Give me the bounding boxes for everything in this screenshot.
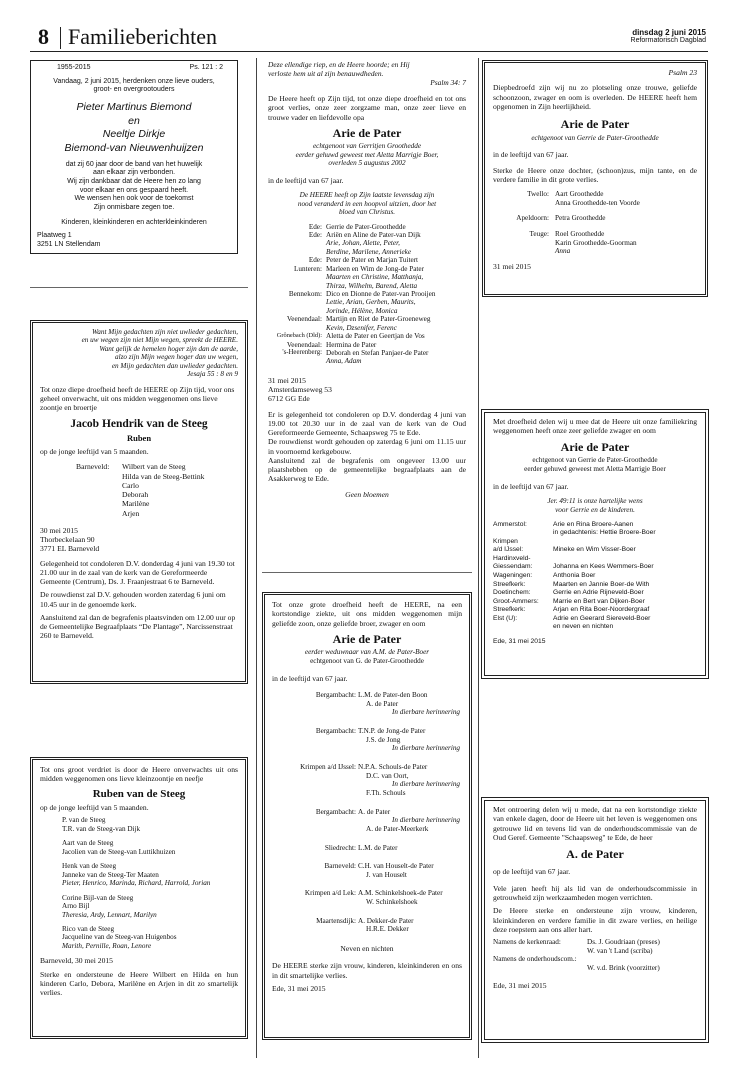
address-line: Amsterdamseweg 53 xyxy=(268,385,332,395)
marital-info xyxy=(493,456,697,474)
date-line: 31 mei 2015 xyxy=(268,375,306,385)
marital-info xyxy=(272,648,462,666)
family-entry xyxy=(493,555,697,564)
anniversary-family: Kinderen, kleinkinderen en achterkleinkinderen xyxy=(61,218,207,226)
place-date: Ede, 31 mei 2015 xyxy=(493,980,547,990)
family-member: D.C. van Oort, xyxy=(366,771,409,780)
grandchildren: Maarten en Christine, Matthanja, xyxy=(326,273,424,282)
grandchildren: Thirza, Wilhelm, Barend, Aletta xyxy=(326,281,418,290)
council-signature xyxy=(493,938,697,955)
deceased-name: Jacob Hendrik van de Steeg xyxy=(70,417,208,430)
family-place: Bergambacht: xyxy=(315,807,356,816)
place-date: 31 mei 2015 xyxy=(493,262,531,271)
family-member: Henk van de Steeg xyxy=(62,862,117,871)
family-entry xyxy=(268,290,466,315)
family-entry xyxy=(493,538,697,547)
family-list xyxy=(493,190,697,256)
family-member: P. van de Steeg xyxy=(62,816,106,825)
announcement-intro: Met droefheid delen wij u mee dat de Heere uit onze familiekring weggenomen heeft onze zeer geliefde zwager en oom xyxy=(493,417,697,436)
couple-names xyxy=(37,101,231,156)
address-line: 6712 GG Ede xyxy=(268,394,310,404)
family-place: Bergambacht: xyxy=(315,691,356,700)
newspaper-name: Reformatorisch Dagblad xyxy=(630,37,706,44)
family-entry xyxy=(493,615,697,624)
family-member: H.R.E. Dekker xyxy=(366,925,409,934)
column-divider xyxy=(262,572,472,573)
deceased-name: Arie de Pater xyxy=(332,125,402,140)
age-line: in de leeftijd van 67 jaar. xyxy=(493,150,569,160)
header-divider xyxy=(60,27,61,49)
quote-line: Want gelijk de hemelen hoger zijn dan de aarde, xyxy=(99,344,238,353)
spouse-line: overleden 5 augustus 2002 xyxy=(328,159,406,168)
age-line: in de leeftijd van 67 jaar. xyxy=(493,481,569,491)
column-rule-left xyxy=(256,58,257,1058)
family-member: Rico van de Steeg xyxy=(62,925,115,933)
announcement-intro: Tot onze diepe droefheid heeft de HEERE op Zijn tijd, voor ons geheel onverwacht, uit ons midden weggenomen ons lieve zoontje en broertje xyxy=(40,384,235,413)
family-place: Veenendaal: xyxy=(286,340,322,349)
family-entry xyxy=(493,546,697,555)
quote-line: verloste hem uit al zijn benauwdheden. xyxy=(268,69,384,79)
family-list xyxy=(268,223,466,366)
family-place: Bergambacht: xyxy=(315,727,356,736)
family-place: Grônebach (Dld): xyxy=(276,332,322,340)
family-member: Petra Groothedde xyxy=(555,214,606,223)
family-member: Aletta de Pater en Geertjan de Vos xyxy=(326,332,425,341)
family-entry xyxy=(268,223,466,231)
obituary-jacob-hendrik-van-de-steeg xyxy=(30,320,248,684)
closing-wish: Sterke en ondersteune de Heere Wilbert en Hilda en hun kinderen Carlo, Debora, Marilène en Arjen in dit zo smartelijk verlies. xyxy=(40,969,238,998)
family-member: Marleen en Wim de Jong-de Pater xyxy=(326,264,424,273)
grandchildren: Pieter, Henrico, Marinda, Richard, Harrold, Jorian xyxy=(62,879,211,888)
statement-line: De HEERE heeft op Zijn laatste levensdag zijn xyxy=(299,191,435,200)
family-list xyxy=(272,691,462,934)
closing-wish: Sterke de Heere onze dochter, (schoon)zus, mijn tante, en de verdere familie in dit grote verlies. xyxy=(493,165,697,184)
family-entry xyxy=(272,844,462,853)
family-member: Carlo xyxy=(122,480,139,490)
family-member: T.R. van de Steeg-van Dijk xyxy=(62,824,141,833)
family-member: J. van Houselt xyxy=(366,870,407,879)
family-place: Ede: xyxy=(308,231,322,240)
anniversary-years: 1955-2015 xyxy=(57,64,91,71)
age-line: in de leeftijd van 67 jaar. xyxy=(272,673,348,683)
anniversary-announcement xyxy=(30,60,238,254)
family-member: Peter de Pater en Marjan Tuitert xyxy=(326,256,419,265)
nephews-nieces: Neven en nichten xyxy=(340,944,394,953)
family-member: A. de Pater xyxy=(358,807,391,816)
family-names xyxy=(122,462,204,518)
family-entry xyxy=(493,230,697,256)
bible-quote xyxy=(40,328,238,379)
address-line: 3771 EL Barneveld xyxy=(40,544,100,554)
signatories xyxy=(493,938,697,973)
family-place: Giessendam: xyxy=(493,563,533,571)
family-entry xyxy=(268,349,466,366)
intro-line: groot- en overgrootouders xyxy=(93,86,175,94)
family-entry xyxy=(493,606,697,615)
place-date: Ede, 31 mei 2015 xyxy=(272,983,326,993)
statement-line: bloed van Christus. xyxy=(338,208,396,217)
family-place: Elst (U): xyxy=(493,614,518,622)
bible-quote xyxy=(268,60,466,87)
family-member: Martijn en Riet de Pater-Groeneweg xyxy=(326,315,431,324)
council-label: Namens de kerkenraad: xyxy=(493,938,561,947)
text-line: voor elkaar en ons gespaard heeft. xyxy=(79,186,189,194)
obituary-a-de-pater-church xyxy=(484,800,706,1040)
committee-label: Namens de onderhoudscom.: xyxy=(493,955,577,964)
issue-date: dinsdag 2 juni 2015 xyxy=(632,28,706,37)
family-place: Sliedrecht: xyxy=(324,843,356,852)
family-entry xyxy=(493,581,697,590)
text-line: Zijn onmisbare zegen toe. xyxy=(93,203,175,211)
text-line: We wensen hen ook voor de toekomst xyxy=(74,195,194,203)
family-member: Johanna en Kees Wemmers-Boer xyxy=(553,563,654,571)
family-entry xyxy=(272,691,462,717)
family-group xyxy=(62,816,238,833)
family-member: Corine Bijl-van de Steeg xyxy=(62,893,134,902)
wish-line: voor Gerrie en de kinderen. xyxy=(555,505,635,514)
spouse-line: echtgenoot van G. de Pater-Groothedde xyxy=(310,657,424,666)
announcement-intro: Diepbedroefd zijn wij nu zo plotseling onze trouwe, geliefde schoonzoon, zwager en oom is overleden. De HEERE heeft hem opgenomen in Zijn heerlijkheid. xyxy=(493,83,697,111)
condolence-info: Gelegenheid tot condoleren D.V. donderdag 4 juni van 19.30 tot 21.00 uur in de zaal van de kerk van de Gereformeerde Gemeente (Centrum), Ds. J. Fraanjestraat 6 te Barneveld. xyxy=(40,558,235,587)
address-line: 3251 LN Stellendam xyxy=(37,240,101,248)
marital-info xyxy=(268,142,466,167)
deceased-name: Arie de Pater xyxy=(332,631,402,646)
psalm-reference: Psalm 23 xyxy=(668,68,697,77)
call-name: Ruben xyxy=(126,432,152,443)
family-place: Maartensdijk: xyxy=(316,916,356,925)
announcement-intro: De Heere heeft op Zijn tijd, tot onze diepe droefheid en tot ons groot verlies, onze zeer zorgzame man, onze zeer lieve en trouwe vader en liefdevolle opa xyxy=(268,94,466,122)
service-info: De rouwdienst zal D.V. gehouden worden zaterdag 6 juni om 10.45 uur in de genoemde kerk. xyxy=(40,590,226,609)
husband-name: Pieter Martinus Biemond xyxy=(76,101,192,114)
family-member: Arie en Rina Broere-Aanen xyxy=(553,520,634,528)
family-place: Barneveld: xyxy=(76,462,110,472)
family-place: Barneveld: xyxy=(324,862,356,871)
family-place: Apeldoorn: xyxy=(516,214,549,223)
family-place: Krimpen xyxy=(493,537,518,545)
announcement-intro: Tot ons groot verdriet is door de Heere onverwachts uit ons midden weggenomen ons lieve kleinzoontje en neefje xyxy=(40,765,238,784)
family-member: Wilbert van de Steeg xyxy=(122,462,186,472)
family-member: W. Schinkelshoek xyxy=(366,898,418,907)
family-entry xyxy=(272,727,462,753)
quote-line: en uw wegen zijn niet Mijn wegen, spreekt de HEERE. xyxy=(81,336,238,345)
family-member: Marilène xyxy=(122,499,150,509)
family-entry xyxy=(268,315,466,332)
family-member: Dico en Dionne de Pater-van Prooijen xyxy=(326,290,436,298)
family-member: T.N.P. de Jong-de Pater xyxy=(358,727,426,736)
family-place: Krimpen a/d Lek: xyxy=(304,889,356,898)
family-member: Arno Bijl xyxy=(62,902,90,911)
date-address xyxy=(268,376,466,404)
place-date: Barneveld, 30 mei 2015 xyxy=(40,956,113,966)
obituary-arie-de-pater-boer-family xyxy=(484,412,706,676)
condolence-info: Er is gelegenheid tot condoleren op D.V. donderdag 4 juni van 19.00 tot 20.30 uur in de zaal van de kerk van de Oud Gereformeerde Gemeente, Schaapsweg 75 te Ede. xyxy=(268,409,466,438)
grandchildren: Jorinde, Hélène, Monica xyxy=(326,306,398,315)
grandchild: Anna xyxy=(555,247,571,256)
family-member: Ariën en Aline de Pater-van Dijk xyxy=(326,231,421,240)
family-member: Roel Groothedde xyxy=(555,230,605,239)
quote-line: Deze ellendige riep, en de Heere hoorde; en Hij xyxy=(268,60,410,69)
family-entry xyxy=(268,265,466,290)
deceased-name: A. de Pater xyxy=(566,847,624,861)
deceased-name: Arie de Pater xyxy=(560,117,630,131)
family-member: Aart van de Steeg xyxy=(62,839,114,848)
family-place: 's-Heerenberg: xyxy=(282,348,322,356)
date-line: 30 mei 2015 xyxy=(40,525,78,535)
spouse-line: echtgenoot van Gerritjen Groothedde xyxy=(312,142,422,151)
family-member: Gerrie de Pater-Groothedde xyxy=(326,222,406,231)
family-entry xyxy=(268,256,466,264)
statement-line: nood veranderd in een hoopvol uitzien, door het xyxy=(297,199,437,208)
in-memoriam: In dierbare herinnering xyxy=(392,708,461,717)
family-place: Groot-Ammers: xyxy=(493,597,539,605)
family-entry xyxy=(493,190,697,207)
anniversary-psalm: Ps. 121 : 2 xyxy=(189,64,223,71)
family-entry xyxy=(493,623,697,632)
family-member: A. de Pater xyxy=(366,699,399,708)
family-entry xyxy=(493,598,697,607)
family-member: Maarten en Jannie Boer-de With xyxy=(553,580,650,588)
family-list xyxy=(62,816,238,950)
family-member: Hermina de Pater xyxy=(326,340,377,349)
family-member: Gerrie en Adrie Rijneveld-Boer xyxy=(553,589,644,597)
family-member: Anthonia Boer xyxy=(553,571,596,579)
in-memoriam: In dierbare herinnering xyxy=(392,816,461,825)
deceased-name: Arie de Pater xyxy=(560,439,630,454)
grandchildren: Theresia, Ardy, Lennart, Marilyn xyxy=(62,910,157,919)
anniversary-intro xyxy=(37,78,231,95)
obituary-arie-de-pater-in-laws xyxy=(482,60,708,297)
family-group xyxy=(62,862,238,887)
family-member: L.M. de Pater-den Boon xyxy=(358,691,428,700)
burial-info: Aansluitend zal dan de begrafenis plaatsvinden om 12.00 uur op de Gemeentelijke Begraafplaats “De Plantage”, Narcissenstraat 260 te Barneveld. xyxy=(40,612,236,641)
grandchildren: Lettie, Arian, Gerben, Maurits, xyxy=(326,298,416,307)
place-date: Ede, 31 mei 2015 xyxy=(493,638,546,646)
family-place: a/d IJssel: xyxy=(493,546,524,554)
service-tribute: Vele jaren heeft hij als lid van de onderhoudscommissie in getrouwheid zijn werkzaamheden mogen verrichten. xyxy=(493,883,697,903)
grandchildren: Arie, Johan, Alette, Peter, xyxy=(326,239,400,248)
grandchildren: Marith, Pernille, Roan, Lenore xyxy=(62,941,152,950)
grandchildren: Kevin, Dzsenifer, Ferenc xyxy=(326,323,397,332)
anniversary-text xyxy=(37,161,231,213)
quote-line: alzo zijn Mijn wegen hoger dan uw wegen, xyxy=(115,353,238,362)
family-place: Doetinchem: xyxy=(493,589,531,597)
family-entry xyxy=(272,763,462,798)
family-entry xyxy=(272,862,462,879)
family-member: A. de Pater-Meerkerk xyxy=(366,824,429,833)
family-member: L.M. de Pater xyxy=(358,843,398,852)
signatory: W. van 't Land (scriba) xyxy=(587,946,653,955)
grandchildren: Berdine, Marilene, Annerieke xyxy=(326,247,412,256)
quote-line: Want Mijn gedachten zijn niet uwlieder gedachten, xyxy=(91,328,238,336)
family-member: Janneke van de Steeg-Ter Maaten xyxy=(62,870,159,879)
family-entry xyxy=(493,521,697,538)
family-group xyxy=(62,925,238,950)
family-member: Deborah xyxy=(122,490,149,500)
family-place: Bennekom: xyxy=(288,290,322,298)
wish-quote xyxy=(493,497,697,515)
signatory: W. v.d. Brink (voorzitter) xyxy=(587,964,660,973)
family-place: Hardinxveld- xyxy=(493,554,531,562)
family-entry xyxy=(272,889,462,906)
family-group xyxy=(62,894,238,919)
in-memoriam: in gedachtenis: Hettie Broere-Boer xyxy=(553,529,656,537)
obituary-arie-de-pater-siblings xyxy=(262,592,472,1040)
in-memoriam: In dierbare herinnering xyxy=(392,744,461,753)
age-line: op de jonge leeftijd van 5 maanden. xyxy=(40,447,149,457)
text-line: dat zij 60 jaar door de band van het huwelijk xyxy=(65,160,203,168)
family-member: A.M. Schinkelshoek-de Pater xyxy=(358,889,443,898)
family-group xyxy=(62,839,238,856)
wish-line: Jer. 49:11 is onze hartelijke wens xyxy=(547,496,643,505)
family-member: Mineke en Wim Visser-Boer xyxy=(553,546,636,554)
family-member: A. Dekker-de Pater xyxy=(358,916,414,925)
anniversary-address xyxy=(37,232,231,249)
column-rule-right xyxy=(478,58,479,1058)
signatory: Ds. J. Goudriaan (preses) xyxy=(587,938,660,947)
wife-full-name: Biemond-van Nieuwenhuijzen xyxy=(64,141,204,154)
obituary-ruben-van-de-steeg xyxy=(30,757,248,1039)
text-line: aan elkaar zijn verbonden. xyxy=(92,169,176,177)
section-title: Familieberichten xyxy=(68,24,218,49)
date-address xyxy=(40,526,238,554)
family-place: Ede: xyxy=(308,256,322,265)
family-member: Karin Groothedde-Goorman xyxy=(555,238,637,247)
page-number: 8 xyxy=(38,24,49,49)
family-member: J.S. de Jong xyxy=(366,735,401,744)
quote-line: en Mijn gedachten dan uwlieder gedachten. xyxy=(111,361,238,370)
spouse-line: eerder gehuwd geweest met Aletta Marrigje Boer xyxy=(524,464,666,473)
spouse-line: eerder weduwnaar van A.M. de Pater-Boer xyxy=(304,648,430,657)
closing-wish: De Heere sterke en ondersteune zijn vrouw, kinderen, kleinkinderen en verdere familie in dit zware verlies, en heilige deze roepstem aan ons aller hart. xyxy=(493,906,697,934)
family-member: N.P.A. Schouls-de Pater xyxy=(358,763,428,772)
family-place: Teuge: xyxy=(529,230,549,239)
family-member: Deborah en Stefan Panjaer-de Pater xyxy=(326,348,429,357)
family-member: F.Th. Schouls xyxy=(366,788,406,797)
column-divider xyxy=(30,287,248,288)
announcement-intro: Tot onze grote droefheid heeft de HEERE, na een kortstondige ziekte, uit ons midden weggenomen mijn geliefde zoon, onze geliefde broer, zwager en oom xyxy=(272,600,462,628)
closing-wish: De HEERE sterke zijn vrouw, kinderen, kleinkinderen en ons in dit smartelijke verlies. xyxy=(272,961,462,980)
age-line: op de jonge leeftijd van 5 maanden. xyxy=(40,802,149,812)
service-info: De rouwdienst wordt gehouden op zaterdag 6 juni om 11.15 uur in voornoemd kerkgebouw. xyxy=(268,437,466,456)
spouse-line: echtgenoot van Gerrie de Pater-Groothedde xyxy=(531,133,659,142)
family-place: Ede: xyxy=(308,222,322,231)
family-entry xyxy=(272,917,462,934)
family-member: Jacqueline van de Steeg-van Huigenbos xyxy=(62,933,177,942)
names-conjunction: en xyxy=(128,114,140,127)
family-member: Anna Groothedde-ten Voorde xyxy=(555,198,640,207)
family-entry xyxy=(272,808,462,834)
address-line: Plaatweg 1 xyxy=(37,232,72,240)
quote-reference: Jesaja 55 : 8 en 9 xyxy=(187,370,238,379)
family-place: Veenendaal: xyxy=(286,315,322,324)
family-entry xyxy=(268,332,466,340)
family-place: Ammerstol: xyxy=(493,520,527,528)
family-place-empty xyxy=(493,623,553,632)
intro-line: Vandaag, 2 juni 2015, herdenken onze lieve ouders, xyxy=(53,77,215,85)
age-line: in de leeftijd van 67 jaar. xyxy=(268,175,344,185)
family-entry xyxy=(268,231,466,256)
page-header xyxy=(30,22,708,52)
grandchildren: Anna, Adam xyxy=(326,357,362,366)
nephews-nieces: en neven en nichten xyxy=(553,623,614,631)
family-member: Arjen xyxy=(122,508,140,518)
family-member: Arjan en Rita Boer-Noordergraaf xyxy=(553,606,650,614)
family-place: Streefkerk: xyxy=(493,606,526,614)
deceased-name: Ruben van de Steeg xyxy=(92,787,186,800)
faith-statement xyxy=(268,191,466,216)
family-entry xyxy=(493,589,697,598)
obituary-arie-de-pater-family xyxy=(264,60,470,555)
spouse-line: eerder gehuwd geweest met Aletta Marrigje Boer, xyxy=(295,150,439,159)
family-member: Marrie en Bert van Dijken-Boer xyxy=(553,597,645,605)
quote-reference: Psalm 34: 7 xyxy=(430,78,466,88)
no-flowers-note: Geen bloemen xyxy=(345,489,389,499)
age-line: op de leeftijd van 67 jaar. xyxy=(493,866,571,876)
spouse-line: echtgenoot van Gerrie de Pater-Groothedde xyxy=(532,456,658,465)
family-list xyxy=(493,521,697,633)
family-place: Twello: xyxy=(527,190,549,199)
family-member: Jacolien van de Steeg-van Luttikhuizen xyxy=(62,847,176,856)
family-block xyxy=(76,462,238,518)
in-memoriam: In dierbare herinnering xyxy=(392,780,461,789)
family-member: Aart Groothedde xyxy=(555,190,604,199)
family-entry xyxy=(268,341,466,349)
text-line: Wij zijn dankbaar dat de Heere hen zo lang xyxy=(67,177,201,185)
wife-first-name: Neeltje Dirkje xyxy=(102,128,166,141)
burial-info: Aansluitend zal de begrafenis om ongeveer 13.00 uur plaatshebben op de gemeentelijke begraafplaats aan de Asakkerweg te Ede. xyxy=(268,455,466,484)
family-entry xyxy=(493,572,697,581)
family-place: Streefkerk: xyxy=(493,580,526,588)
family-entry xyxy=(493,214,697,223)
family-member: Adrie en Geerard Siereveld-Boer xyxy=(553,614,651,622)
announcement-intro: Met ontroering delen wij u mede, dat na een kortstondige ziekte van enkele dagen, door de Heere uit het leven is weggenomen ons getrouwe lid en tevens lid van de onderhoudscommissie van de Oud Geref. Gemeente "Schaapsweg" te Ede, de heer xyxy=(493,805,697,842)
family-place: Krimpen a/d IJssel: xyxy=(300,763,356,772)
family-member: C.H. van Houselt-de Pater xyxy=(358,862,434,871)
family-entry xyxy=(493,563,697,572)
address-line: Thorbeckelaan 90 xyxy=(40,535,95,545)
family-place: Wageningen: xyxy=(493,571,533,579)
family-member: Hilda van de Steeg-Bettink xyxy=(122,471,205,481)
family-place: Lunteren: xyxy=(294,264,322,273)
